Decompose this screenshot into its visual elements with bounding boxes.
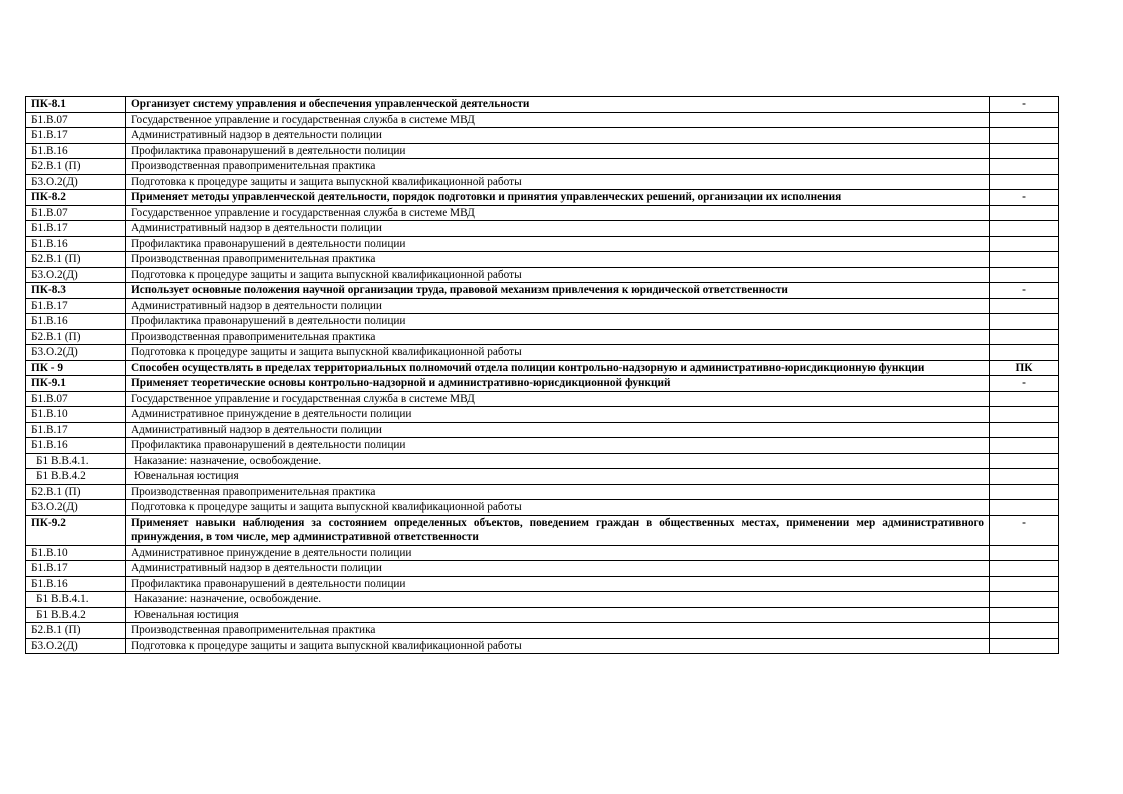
competency-row <box>26 283 1059 299</box>
discipline-row <box>26 252 1059 268</box>
row-mark <box>990 298 1059 314</box>
discipline-row <box>26 391 1059 407</box>
row-mark <box>990 314 1059 330</box>
row-description: Производственная правоприменительная практика <box>126 159 990 175</box>
row-code: Б1.В.16 <box>26 236 126 252</box>
row-code: Б1.В.10 <box>26 545 126 561</box>
row-mark <box>990 623 1059 639</box>
discipline-row <box>26 236 1059 252</box>
row-code: Б2.В.1 (П) <box>26 252 126 268</box>
discipline-row <box>26 638 1059 654</box>
row-code: Б1.В.07 <box>26 205 126 221</box>
row-mark <box>990 545 1059 561</box>
row-code: Б2.В.1 (П) <box>26 329 126 345</box>
row-code: Б1 В.В.4.1. <box>26 453 126 469</box>
row-description: Административное принуждение в деятельности полиции <box>126 407 990 423</box>
row-description: Ювенальная юстиция <box>126 469 990 485</box>
row-mark <box>990 453 1059 469</box>
row-code: ПК-9.1 <box>26 376 126 392</box>
discipline-row <box>26 576 1059 592</box>
row-description: Подготовка к процедуре защиты и защита выпускной квалификационной работы <box>126 500 990 516</box>
row-description: Применяет теоретические основы контрольно-надзорной и административно-юрисдикционной функций <box>126 376 990 392</box>
row-code: Б1.В.17 <box>26 298 126 314</box>
row-description: Государственное управление и государственная служба в системе МВД <box>126 391 990 407</box>
row-code: Б1.В.17 <box>26 422 126 438</box>
row-code: Б1 В.В.4.1. <box>26 592 126 608</box>
row-description: Административный надзор в деятельности полиции <box>126 422 990 438</box>
row-description: Наказание: назначение, освобождение. <box>126 453 990 469</box>
row-description: Наказание: назначение, освобождение. <box>126 592 990 608</box>
row-mark: - <box>990 97 1059 113</box>
discipline-row <box>26 592 1059 608</box>
row-description: Производственная правоприменительная практика <box>126 623 990 639</box>
row-description: Административный надзор в деятельности полиции <box>126 128 990 144</box>
row-mark <box>990 592 1059 608</box>
row-description: Подготовка к процедуре защиты и защита выпускной квалификационной работы <box>126 638 990 654</box>
competency-table <box>25 96 1059 654</box>
row-mark <box>990 407 1059 423</box>
row-description: Производственная правоприменительная практика <box>126 329 990 345</box>
row-mark <box>990 143 1059 159</box>
row-mark <box>990 391 1059 407</box>
row-description: Подготовка к процедуре защиты и защита выпускной квалификационной работы <box>126 345 990 361</box>
document-page <box>25 96 1058 654</box>
discipline-row <box>26 561 1059 577</box>
row-description: Ювенальная юстиция <box>126 607 990 623</box>
row-description: Производственная правоприменительная практика <box>126 484 990 500</box>
row-mark <box>990 561 1059 577</box>
discipline-row <box>26 407 1059 423</box>
row-mark <box>990 484 1059 500</box>
discipline-row <box>26 112 1059 128</box>
competency-row <box>26 376 1059 392</box>
row-mark: - <box>990 515 1059 545</box>
row-description: Профилактика правонарушений в деятельности полиции <box>126 438 990 454</box>
row-code: Б3.О.2(Д) <box>26 638 126 654</box>
row-mark <box>990 422 1059 438</box>
discipline-row <box>26 205 1059 221</box>
row-description: Административный надзор в деятельности полиции <box>126 221 990 237</box>
discipline-row <box>26 623 1059 639</box>
row-description: Применяет навыки наблюдения за состоянием определенных объектов, поведением граждан в общественных местах, применении мер административного принуждения, в том числе, мер административной ответственности <box>126 515 990 545</box>
row-code: ПК-9.2 <box>26 515 126 545</box>
row-code: ПК-8.2 <box>26 190 126 206</box>
row-mark: - <box>990 376 1059 392</box>
row-code: Б1.В.16 <box>26 576 126 592</box>
competency-row <box>26 360 1059 376</box>
row-code: Б1.В.17 <box>26 561 126 577</box>
row-code: Б1.В.16 <box>26 438 126 454</box>
competency-row <box>26 515 1059 545</box>
discipline-row <box>26 298 1059 314</box>
row-description: Административный надзор в деятельности полиции <box>126 298 990 314</box>
row-code: Б1.В.16 <box>26 143 126 159</box>
discipline-row <box>26 345 1059 361</box>
row-code: Б1.В.16 <box>26 314 126 330</box>
discipline-row <box>26 453 1059 469</box>
row-mark <box>990 500 1059 516</box>
row-code: Б2.В.1 (П) <box>26 623 126 639</box>
row-code: Б1.В.17 <box>26 128 126 144</box>
row-code: ПК - 9 <box>26 360 126 376</box>
row-description: Государственное управление и государственная служба в системе МВД <box>126 205 990 221</box>
row-description: Использует основные положения научной организации труда, правовой механизм привлечения к юридической ответственности <box>126 283 990 299</box>
row-mark <box>990 576 1059 592</box>
row-code: Б3.О.2(Д) <box>26 267 126 283</box>
row-description: Подготовка к процедуре защиты и защита выпускной квалификационной работы <box>126 267 990 283</box>
discipline-row <box>26 128 1059 144</box>
row-mark <box>990 112 1059 128</box>
row-code: Б3.О.2(Д) <box>26 500 126 516</box>
row-mark <box>990 174 1059 190</box>
row-mark <box>990 329 1059 345</box>
competency-table-body <box>26 97 1059 654</box>
row-mark <box>990 267 1059 283</box>
row-description: Способен осуществлять в пределах территориальных полномочий отдела полиции контрольно-надзорную и административно-юрисдикционную функции <box>126 360 990 376</box>
row-description: Производственная правоприменительная практика <box>126 252 990 268</box>
row-mark: - <box>990 190 1059 206</box>
row-mark: ПК <box>990 360 1059 376</box>
row-description: Административное принуждение в деятельности полиции <box>126 545 990 561</box>
row-mark <box>990 236 1059 252</box>
discipline-row <box>26 174 1059 190</box>
discipline-row <box>26 500 1059 516</box>
row-description: Административный надзор в деятельности полиции <box>126 561 990 577</box>
row-description: Организует систему управления и обеспечения управленческой деятельности <box>126 97 990 113</box>
row-description: Подготовка к процедуре защиты и защита выпускной квалификационной работы <box>126 174 990 190</box>
discipline-row <box>26 607 1059 623</box>
discipline-row <box>26 314 1059 330</box>
discipline-row <box>26 267 1059 283</box>
row-code: Б1 В.В.4.2 <box>26 469 126 485</box>
row-description: Профилактика правонарушений в деятельности полиции <box>126 314 990 330</box>
row-mark <box>990 128 1059 144</box>
row-code: Б2.В.1 (П) <box>26 484 126 500</box>
row-mark <box>990 205 1059 221</box>
row-mark <box>990 345 1059 361</box>
discipline-row <box>26 438 1059 454</box>
row-description: Профилактика правонарушений в деятельности полиции <box>126 576 990 592</box>
row-mark <box>990 159 1059 175</box>
row-description: Государственное управление и государственная служба в системе МВД <box>126 112 990 128</box>
row-mark <box>990 469 1059 485</box>
row-code: ПК-8.1 <box>26 97 126 113</box>
discipline-row <box>26 469 1059 485</box>
row-code: Б3.О.2(Д) <box>26 345 126 361</box>
row-code: Б1.В.10 <box>26 407 126 423</box>
row-code: Б3.О.2(Д) <box>26 174 126 190</box>
row-description: Применяет методы управленческой деятельности, порядок подготовки и принятия управленческих решений, организации их исполнения <box>126 190 990 206</box>
row-mark <box>990 607 1059 623</box>
discipline-row <box>26 422 1059 438</box>
discipline-row <box>26 329 1059 345</box>
competency-row <box>26 190 1059 206</box>
row-description: Профилактика правонарушений в деятельности полиции <box>126 143 990 159</box>
row-code: ПК-8.3 <box>26 283 126 299</box>
row-description: Профилактика правонарушений в деятельности полиции <box>126 236 990 252</box>
row-code: Б1.В.07 <box>26 112 126 128</box>
row-code: Б2.В.1 (П) <box>26 159 126 175</box>
row-mark <box>990 252 1059 268</box>
discipline-row <box>26 484 1059 500</box>
discipline-row <box>26 143 1059 159</box>
discipline-row <box>26 545 1059 561</box>
row-code: Б1.В.07 <box>26 391 126 407</box>
row-code: Б1.В.17 <box>26 221 126 237</box>
competency-row <box>26 97 1059 113</box>
row-mark <box>990 221 1059 237</box>
discipline-row <box>26 159 1059 175</box>
row-mark <box>990 438 1059 454</box>
row-code: Б1 В.В.4.2 <box>26 607 126 623</box>
row-mark: - <box>990 283 1059 299</box>
discipline-row <box>26 221 1059 237</box>
row-mark <box>990 638 1059 654</box>
